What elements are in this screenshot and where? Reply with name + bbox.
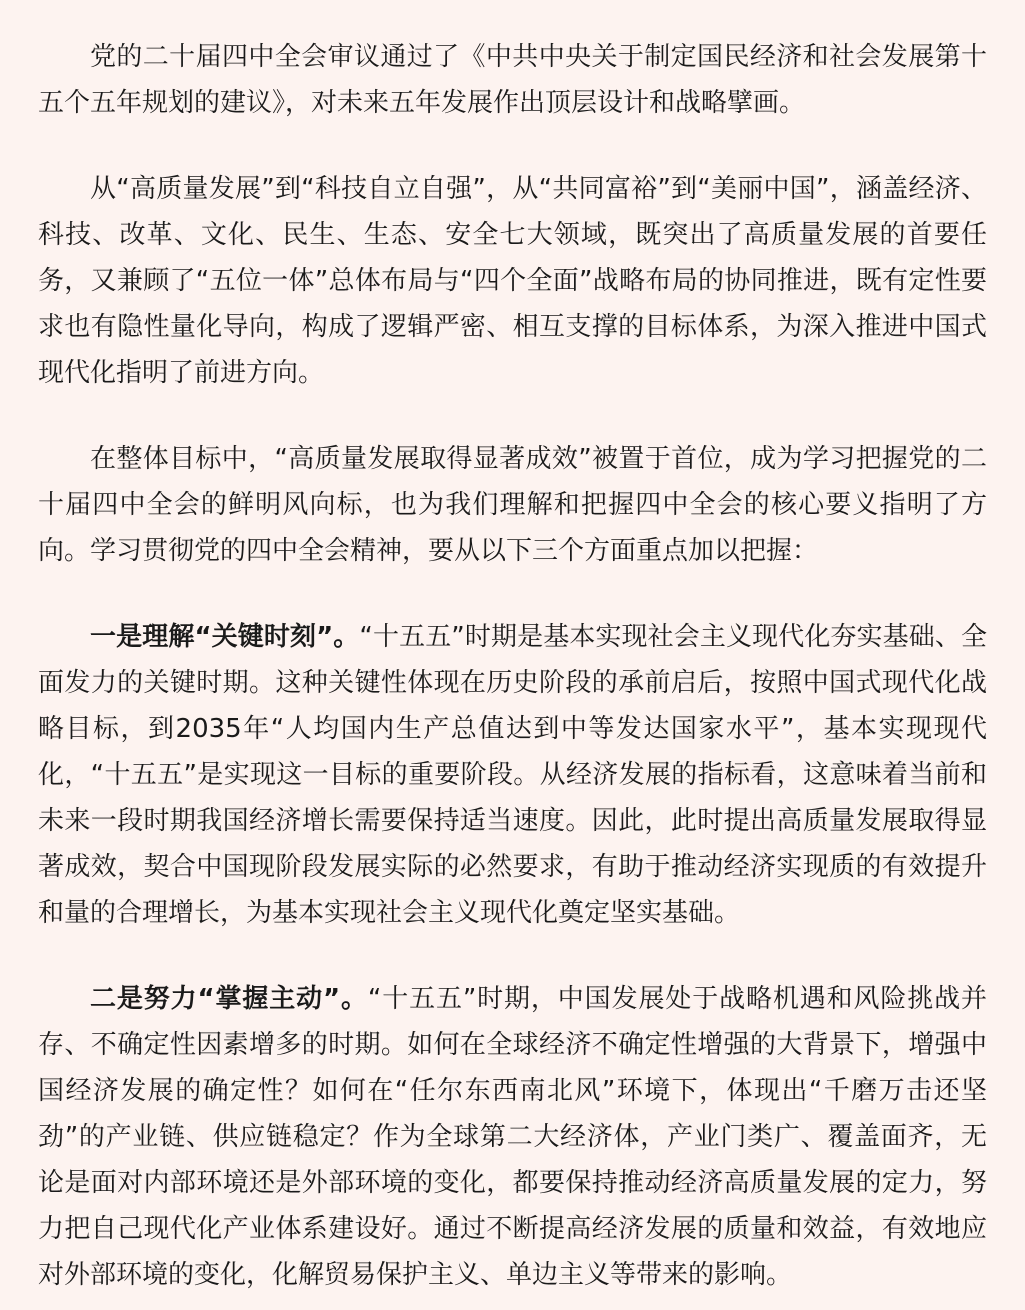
paragraph-lead-bold: 二是努力“掌握主动”。 <box>90 984 368 1014</box>
paragraph-text: 从“高质量发展”到“科技自立自强”，从“共同富裕”到“美丽中国”，涵盖经济、科技、改革、文化、民生、生态、安全七大领域，既突出了高质量发展的首要任务，又兼顾了“五位一体”总体布局与“四个全面”战略布局的协同推进，既有定性要求也有隐性量化导向，构成了逻辑严密、相互支撑的目标体系，为深入推进中国式现代化指明了前进方向。 <box>38 174 987 388</box>
paragraph-text: 党的二十届四中全会审议通过了《中共中央关于制定国民经济和社会发展第十五个五年规划的建议》，对未来五年发展作出顶层设计和战略擘画。 <box>38 42 987 118</box>
paragraph-point-one <box>38 614 987 936</box>
paragraph-intro <box>38 34 987 126</box>
paragraph-text: “十五五”时期是基本实现社会主义现代化夯实基础、全面发力的关键时期。这种关键性体现在历史阶段的承前启后，按照中国式现代化战略目标，到2035年“人均国内生产总值达到中等发达国家水平”，基本实现现代化，“十五五”是实现这一目标的重要阶段。从经济发展的指标看，这意味着当前和未来一段时期我国经济增长需要保持适当速度。因此，此时提出高质量发展取得显著成效，契合中国现阶段发展实际的必然要求，有助于推动经济实现质的有效提升和量的合理增长，为基本实现社会主义现代化奠定坚实基础。 <box>38 622 987 928</box>
paragraph-point-two <box>38 976 987 1298</box>
paragraph-goals <box>38 166 987 396</box>
paragraph-text: 在整体目标中，“高质量发展取得显著成效”被置于首位，成为学习把握党的二十届四中全会的鲜明风向标，也为我们理解和把握四中全会的核心要义指明了方向。学习贯彻党的四中全会精神，要从以下三个方面重点加以把握： <box>38 444 987 566</box>
paragraph-overall <box>38 436 987 574</box>
paragraph-lead-bold: 一是理解“关键时刻”。 <box>90 622 360 652</box>
paragraph-text: “十五五”时期，中国发展处于战略机遇和风险挑战并存、不确定性因素增多的时期。如何在全球经济不确定性增强的大背景下，增强中国经济发展的确定性？如何在“任尔东西南北风”环境下，体现出“千磨万击还坚劲”的产业链、供应链稳定？作为全球第二大经济体，产业门类广、覆盖面齐，无论是面对内部环境还是外部环境的变化，都要保持推动经济高质量发展的定力，努力把自己现代化产业体系建设好。通过不断提高经济发展的质量和效益，有效地应对外部环境的变化，化解贸易保护主义、单边主义等带来的影响。 <box>38 984 987 1290</box>
